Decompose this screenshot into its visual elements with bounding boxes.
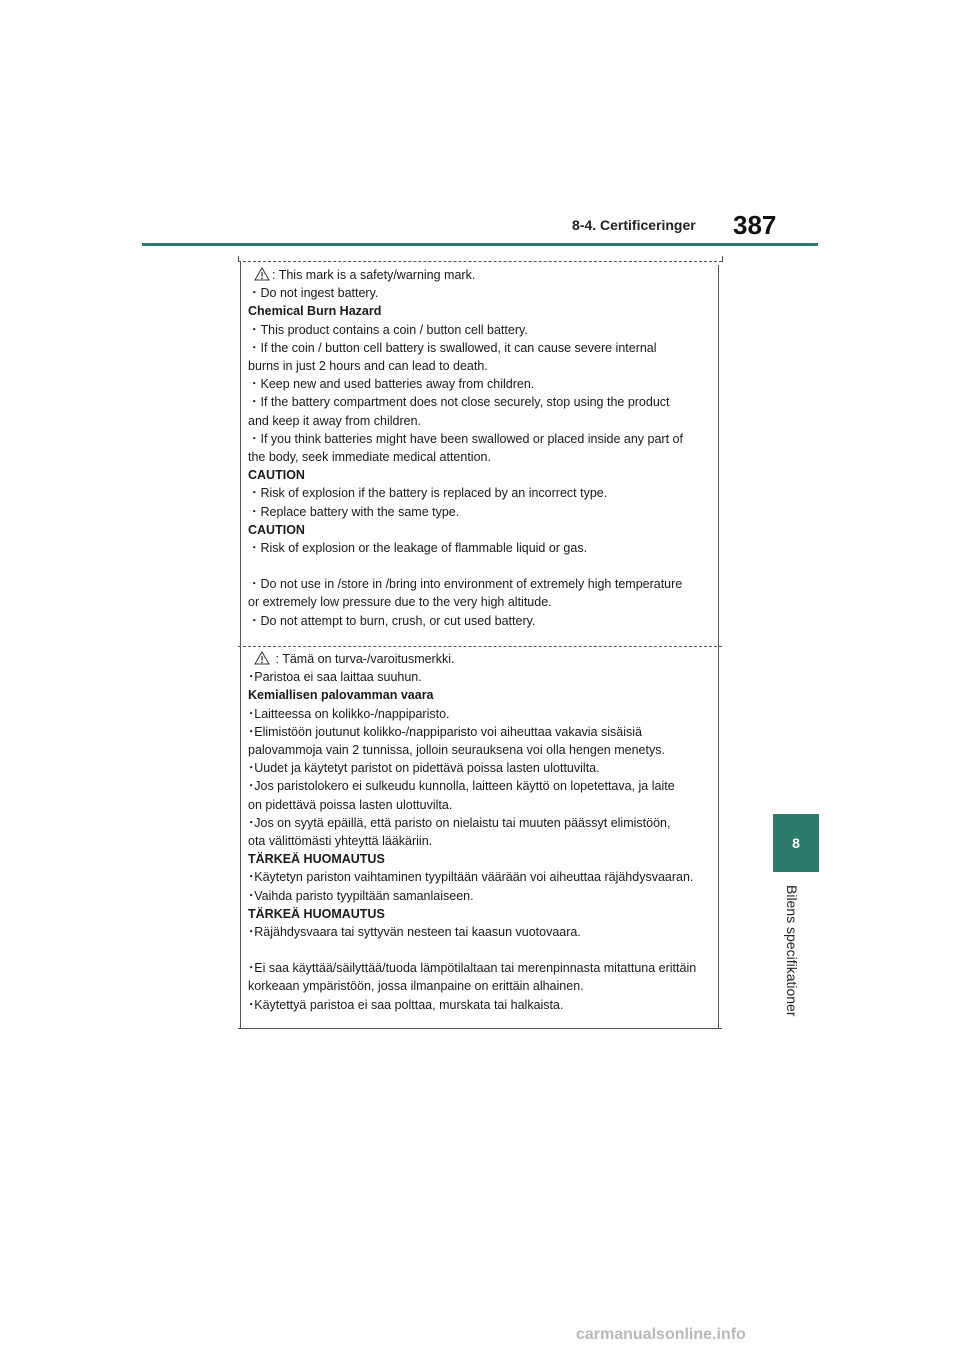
box-top-border — [238, 261, 722, 262]
text-line: ･Jos on syytä epäillä, että paristo on nielaistu tai muuten päässyt elimistöön, — [248, 815, 671, 830]
section-heading: Chemical Burn Hazard — [248, 304, 382, 319]
box-bottom-border — [238, 1028, 722, 1029]
page-number: 387 — [733, 210, 777, 240]
section-heading: TÄRKEÄ HUOMAUTUS — [248, 906, 385, 921]
box-divider — [238, 646, 722, 647]
text-line: ･Uudet ja käytetyt paristot on pidettävä poissa lasten ulottuvilta. — [248, 761, 600, 776]
chapter-tab — [773, 814, 819, 872]
text-line: ・If the coin / button cell battery is swallowed, it can cause severe internal — [248, 340, 657, 355]
text-line: or extremely low pressure due to the very high altitude. — [248, 595, 552, 610]
header-rule — [142, 243, 818, 246]
text-line: and keep it away from children. — [248, 413, 422, 428]
english-lines — [248, 284, 714, 630]
corner-tick — [238, 256, 239, 262]
text-line: ･Räjähdysvaara tai syttyvän nesteen tai kaasun vuotovaara. — [248, 925, 581, 940]
section-heading: CAUTION — [248, 468, 305, 483]
text-line: ･Käytetyn pariston vaihtaminen tyypiltään väärään voi aiheuttaa räjähdysvaaran. — [248, 870, 694, 885]
section-heading: TÄRKEÄ HUOMAUTUS — [248, 852, 385, 867]
section-title: 8-4. Certificeringer — [572, 217, 696, 233]
text-line: ･Elimistöön joutunut kolikko-/nappiparisto voi aiheuttaa vakavia sisäisiä — [248, 724, 642, 739]
text-line: ･Laitteessa on kolikko-/nappiparisto. — [248, 706, 450, 721]
text-line: ・Do not attempt to burn, crush, or cut used battery. — [248, 613, 536, 628]
text-line: on pidettävä poissa lasten ulottuvilta. — [248, 797, 453, 812]
section-heading: CAUTION — [248, 522, 305, 537]
warning-triangle-icon — [254, 651, 270, 665]
english-warning-block — [248, 266, 714, 630]
finnish-intro-text: : Tämä on turva-/varoitusmerkki. — [272, 652, 455, 666]
text-line: ・Risk of explosion or the leakage of flammable liquid or gas. — [248, 541, 588, 556]
text-line — [248, 557, 714, 575]
text-line: ・Do not use in /store in /bring into environment of extremely high temperature — [248, 577, 683, 592]
finnish-warning-block — [248, 650, 714, 1014]
box-right-border — [718, 265, 719, 1028]
warning-triangle-icon — [254, 267, 270, 281]
watermark: carmanualsonline.info — [576, 1326, 746, 1343]
text-line: ・Keep new and used batteries away from children. — [248, 377, 535, 392]
text-line: ･Käytettyä paristoa ei saa polttaa, murskata tai halkaista. — [248, 997, 564, 1012]
text-line: palovammoja vain 2 tunnissa, jolloin seurauksena voi olla hengen menetys. — [248, 743, 665, 758]
finnish-lines — [248, 668, 714, 1014]
text-line: ･Ei saa käyttää/säilyttää/tuoda lämpötilaltaan tai merenpinnasta mitattuna erittäin — [248, 961, 697, 976]
finnish-intro-line — [248, 650, 714, 668]
chapter-label: Bilens specifikationer — [784, 885, 800, 1017]
text-line: ･Vaihda paristo tyypiltään samanlaiseen. — [248, 888, 474, 903]
text-line: ・If the battery compartment does not close securely, stop using the product — [248, 395, 670, 410]
text-line: burns in just 2 hours and can lead to death. — [248, 359, 488, 374]
text-line: ・Replace battery with the same type. — [248, 504, 460, 519]
english-intro-line — [248, 266, 714, 284]
text-line: ・Do not ingest battery. — [248, 286, 379, 301]
text-line: ・Risk of explosion if the battery is replaced by an incorrect type. — [248, 486, 608, 501]
corner-tick — [722, 256, 723, 262]
text-line: ota välittömästi yhteyttä lääkäriin. — [248, 834, 433, 849]
english-intro-text: : This mark is a safety/warning mark. — [272, 268, 476, 282]
text-line: ･Paristoa ei saa laittaa suuhun. — [248, 670, 422, 685]
text-line: ・If you think batteries might have been swallowed or placed inside any part of — [248, 431, 683, 446]
text-line: ・This product contains a coin / button cell battery. — [248, 322, 528, 337]
box-left-border — [240, 261, 241, 1028]
chapter-number: 8 — [792, 835, 800, 851]
text-line: the body, seek immediate medical attention. — [248, 450, 491, 465]
text-line: ･Jos paristolokero ei sulkeudu kunnolla, laitteen käyttö on lopetettava, ja laite — [248, 779, 675, 794]
section-heading: Kemiallisen palovamman vaara — [248, 688, 434, 703]
text-line: korkeaan ympäristöön, jossa ilmanpaine on erittäin alhainen. — [248, 979, 584, 994]
text-line — [248, 941, 714, 959]
